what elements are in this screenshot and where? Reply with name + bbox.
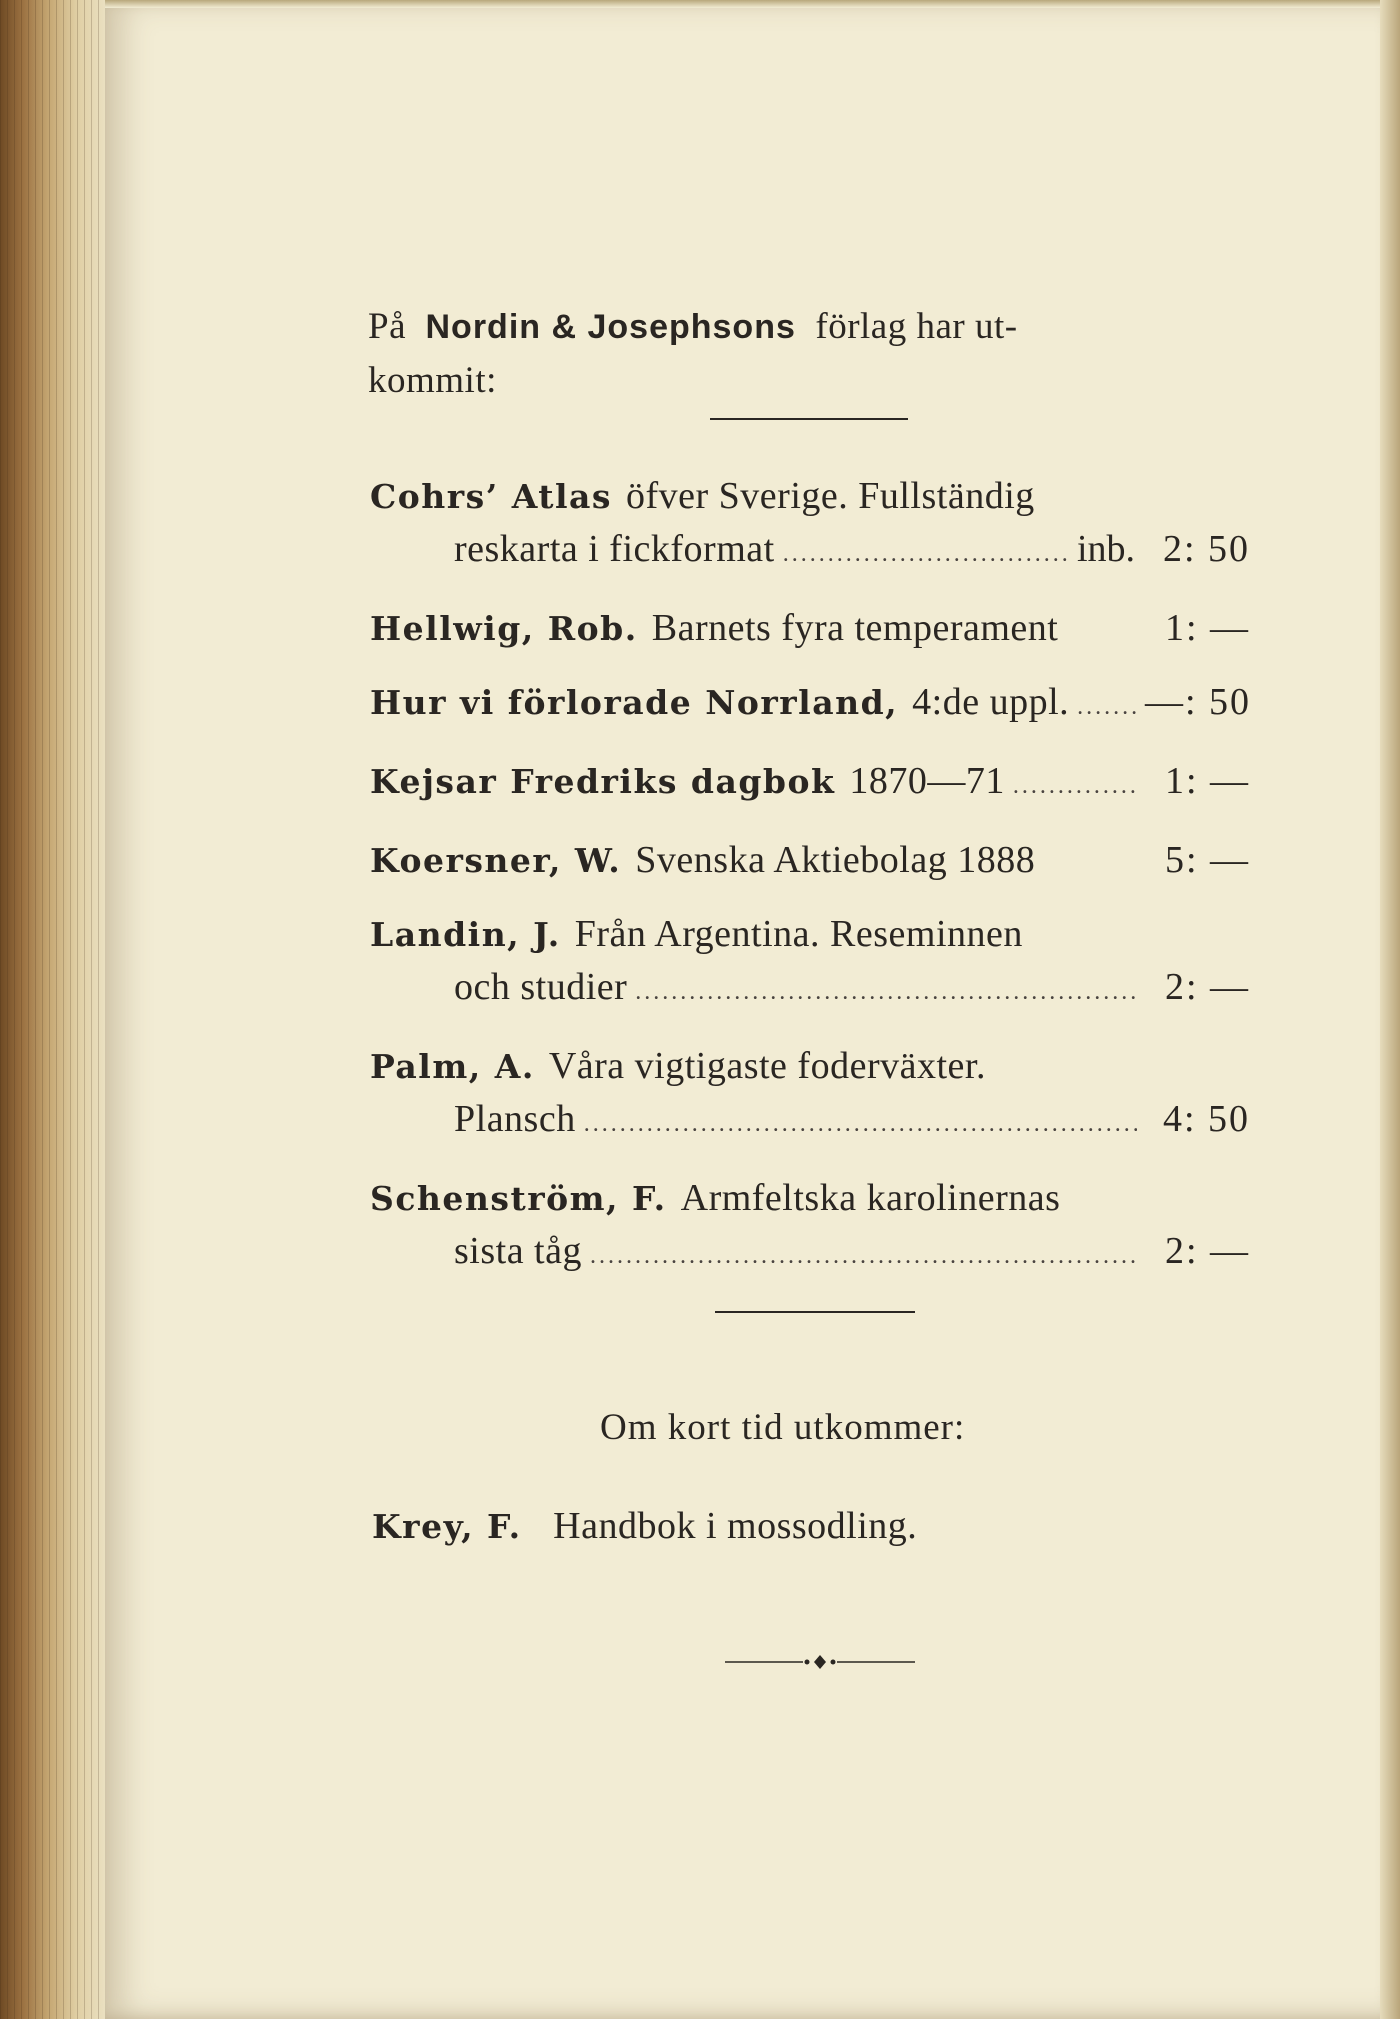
entry-author: Kejsar Fredriks dagbok [370,762,836,801]
entry-price: 4: 50 [1162,1098,1250,1140]
entry-title-continued: Plansch [454,1098,576,1140]
publisher-notice-line-2: kommit: [368,360,497,401]
entry-title: Armfeltska karolinernas [680,1177,1061,1219]
dot-leader [1013,760,1137,813]
catalog-entry [370,602,1250,655]
entry-author: Koersner, W. [370,841,622,880]
notice-prefix: På [368,306,406,347]
divider-rule-top [710,418,908,420]
entry-title: Från Argentina. Reseminnen [574,913,1023,955]
page-right-edge [1380,0,1400,2019]
entry-price: 1: — [1164,760,1250,802]
entry-author: Hur vi förlorade Norrland, [370,683,899,722]
ornament-divider-icon [725,1650,915,1674]
dot-leader [783,528,1069,581]
dot-leader [590,1230,1137,1283]
entry-title-continued: sista tåg [454,1230,582,1272]
upcoming-title: Handbok i mossodling. [553,1505,918,1547]
entry-price: 2: 50 [1162,528,1250,570]
catalog-entry [370,470,1250,581]
entry-author: Landin, J. [370,915,561,954]
entry-title: Svenska Aktiebolag 1888 [635,839,1036,881]
publisher-name: Nordin & Josephsons [425,308,796,346]
entry-title: öfver Sverige. Fullständig [625,475,1035,517]
page-edges-texture [0,0,110,2019]
entry-title: 4:de uppl. [912,681,1070,723]
catalog-entry [370,908,1250,1019]
dot-leader [584,1098,1137,1151]
entry-author: Hellwig, Rob. [370,609,638,648]
dot-leader [1077,681,1137,734]
dot-leader [635,966,1137,1019]
entry-price: 1: — [1164,607,1250,649]
upcoming-entry [372,1504,917,1548]
entry-title: Barnets fyra temperament [651,607,1059,649]
catalog-entry [370,755,1250,813]
catalog-list [370,470,1250,1304]
entry-binding: inb. [1076,528,1135,570]
entry-author: Cohrs’ Atlas [370,477,612,516]
entry-price: —: 50 [1145,681,1252,723]
divider-rule-bottom [715,1311,915,1313]
publisher-notice-line-1 [368,300,1248,354]
entry-title: 1870—71 [849,760,1005,802]
upcoming-heading: Om kort tid utkommer: [600,1407,966,1448]
entry-price: 5: — [1164,839,1250,881]
entry-author: Palm, A. [370,1047,535,1086]
catalog-entry [370,1172,1250,1283]
catalog-entry [370,676,1250,734]
entry-title-continued: och studier [454,966,628,1008]
entry-title: Våra vigtigaste foderväxter. [548,1045,986,1087]
upcoming-author: Krey, F. [372,1507,522,1546]
entry-price: 2: — [1164,966,1250,1008]
notice-suffix: förlag har ut- [815,306,1018,347]
catalog-entry [370,1040,1250,1151]
entry-title-continued: reskarta i fickformat [454,528,775,570]
catalog-entry [370,834,1250,887]
publisher-notice [368,300,1248,408]
page-top-edge [105,0,1395,8]
entry-price: 2: — [1164,1230,1250,1272]
entry-author: Schenström, F. [370,1179,667,1218]
